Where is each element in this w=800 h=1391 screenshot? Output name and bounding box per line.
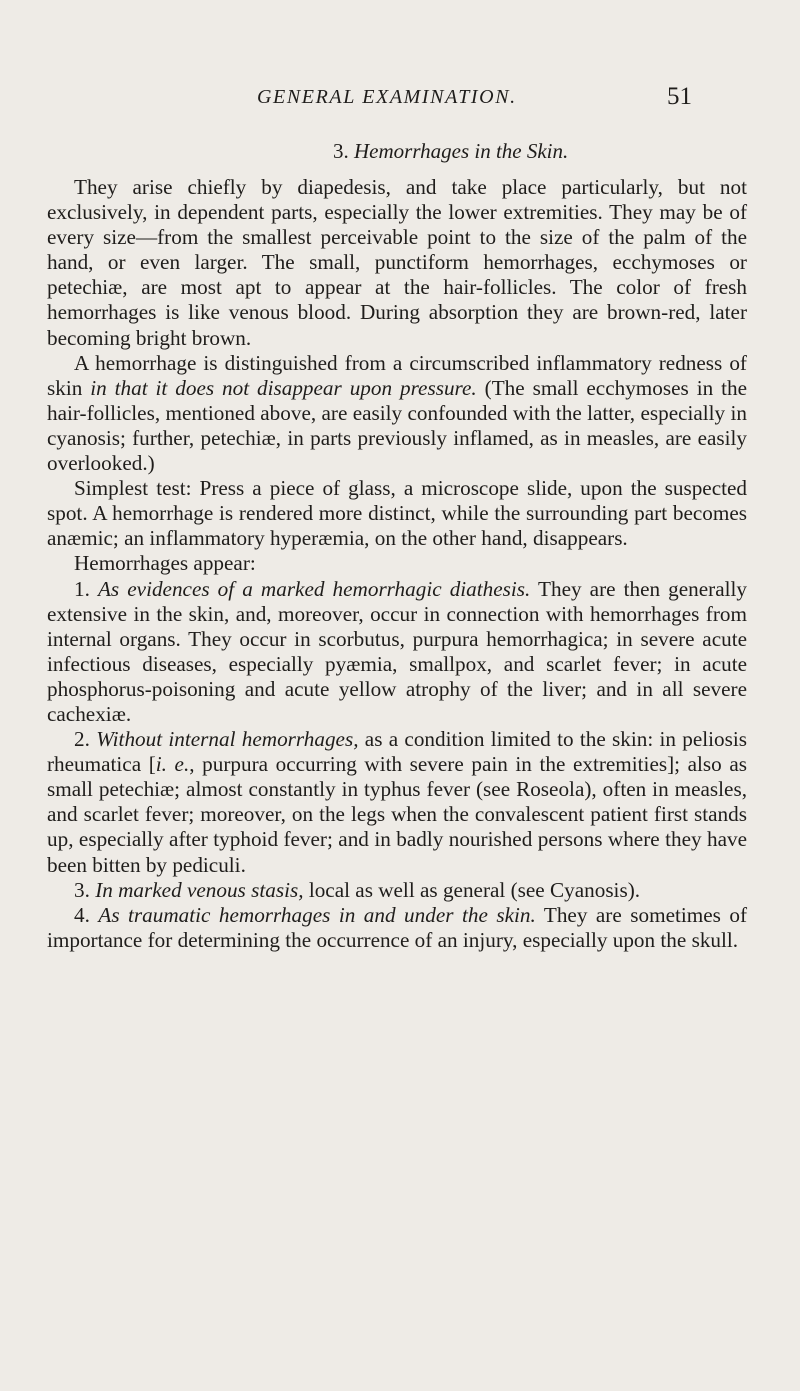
body-text (47, 175, 747, 953)
item-heading: Without internal hemorrhages, (96, 727, 359, 752)
item-number: 2. (74, 727, 90, 752)
emphasis: in that it does not disappear upon pressure. (90, 375, 477, 400)
list-item-1 (47, 577, 747, 728)
section-heading (333, 139, 568, 164)
item-number: 3. (74, 877, 90, 902)
paragraph-text: A hemorrhage is distinguished from a circumscribed inflammatory redness of skin (47, 350, 747, 400)
running-title: GENERAL EXAMINATION. (257, 86, 517, 108)
emphasis-ie: i. e. (155, 752, 190, 777)
item-heading: In marked venous stasis, (95, 877, 304, 902)
item-text: They are sometimes of importance for determining the occurrence of an injury, especially upon the skull. (47, 902, 748, 952)
item-text: They are then generally extensive in the skin, and, moreover, occur in connection with hemorrhages from internal organs. They occur in scorbutus, purpura hemorrhagica; in severe acute infectious diseases, especially pyæmia, smallpox, and scarlet fever; in acute phosphorus-poisoning and acute yellow atrophy of the liver; and in all severe cachexiæ. (47, 576, 747, 726)
item-text: local as well as general (see Cyanosis). (303, 877, 641, 902)
item-number: 1. (74, 576, 90, 601)
item-text: , purpura occurring with severe pain in the extremities]; also as small petechiæ; almost constantly in typhus fever (see Roseola), often in measles, and scarlet fever; moreover, on the legs when the convalescent patient first stands up, especially after typhoid fever; and in badly nourished persons where they have been bitten by pediculi. (47, 752, 748, 877)
section-number: 3. (333, 139, 349, 163)
paragraph-test: Simplest test: Press a piece of glass, a microscope slide, upon the suspected spot. A hemorrhage is rendered more distinct, while the surrounding part becomes anæmic; an inflammatory hyperæmia, on the other hand, disappears. (47, 476, 747, 551)
list-item-2 (47, 727, 747, 878)
item-heading: As traumatic hemorrhages in and under the skin. (98, 902, 536, 927)
item-text: as a condition limited to the skin: in peliosis rheumatica [ (47, 727, 748, 777)
paragraph-appear: Hemorrhages appear: (74, 551, 256, 576)
running-head (0, 83, 800, 116)
paragraph-distinction (47, 351, 747, 476)
page-number: 51 (667, 83, 692, 110)
paragraph-text: (The small ecchymoses in the hair-follicles, mentioned above, are easily confounded with the latter, especially in cyanosis; further, petechiæ, in parts previously inflamed, as in measles, are easily overlooked.) (47, 375, 747, 476)
paragraph-intro: They arise chiefly by diapedesis, and take place particularly, but not exclusively, in dependent parts, especially the lower extremities. They may be of every size—from the smallest perceivable point to the size of the palm of the hand, or even larger. The small, punctiform hemorrhages, ecchymoses or petechiæ, are most apt to appear at the hair-follicles. The color of fresh hemorrhages is like venous blood. During absorption they are brown-red, later becoming bright brown. (47, 175, 747, 350)
list-item-4 (47, 903, 747, 953)
item-heading: As evidences of a marked hemorrhagic diathesis. (97, 576, 531, 601)
item-number: 4. (74, 902, 90, 927)
list-item-3 (47, 878, 747, 903)
section-title: Hemorrhages in the Skin. (354, 139, 569, 163)
